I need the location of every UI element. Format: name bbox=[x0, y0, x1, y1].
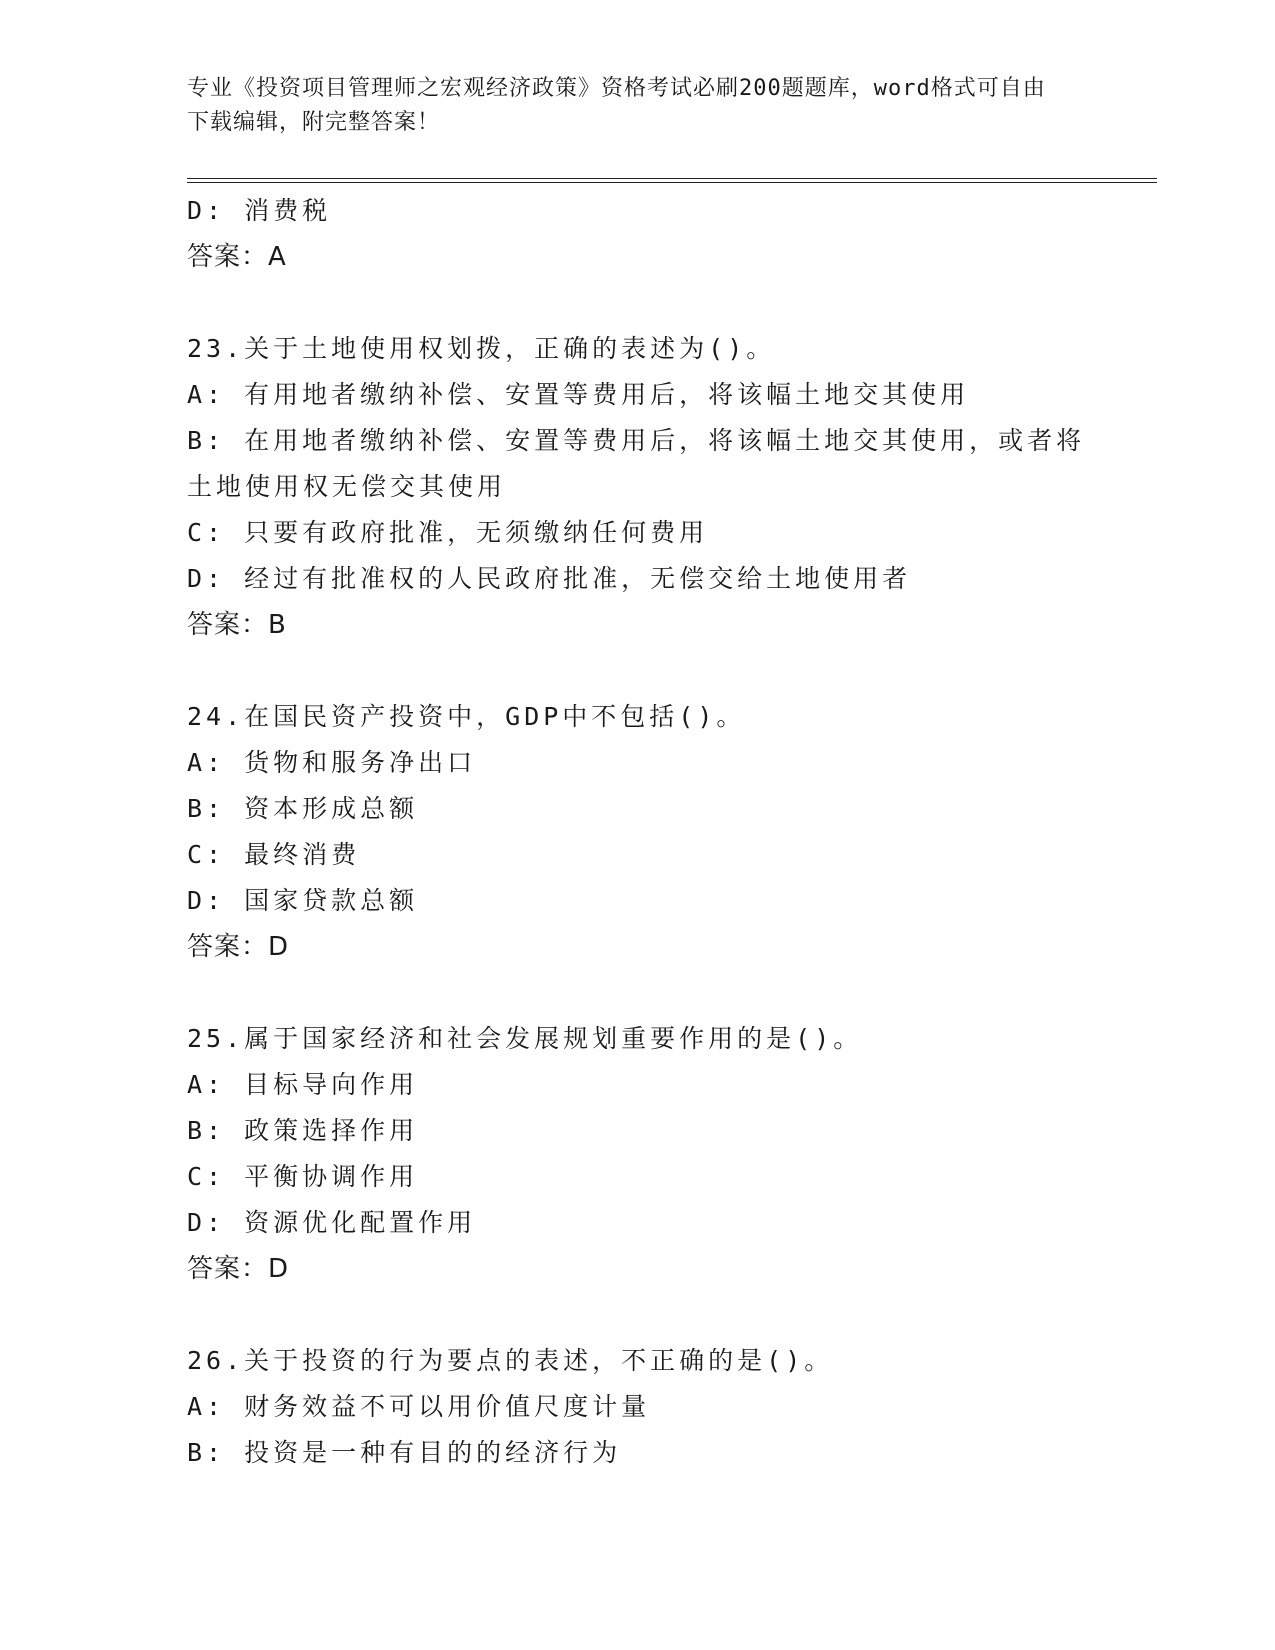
question-23 bbox=[187, 326, 1087, 648]
question-26 bbox=[187, 1338, 1087, 1476]
answer: 答案：D bbox=[187, 932, 290, 962]
prev-answer: 答案：A bbox=[187, 242, 287, 272]
question-stem: 24.在国民资产投资中，GDP中不包括()。 bbox=[187, 702, 746, 731]
header-divider bbox=[187, 178, 1157, 183]
spacer bbox=[187, 280, 1087, 326]
option-c: C: 平衡协调作用 bbox=[187, 1162, 419, 1191]
option-a: A: 目标导向作用 bbox=[187, 1070, 419, 1099]
question-stem: 23.关于土地使用权划拨，正确的表述为()。 bbox=[187, 334, 776, 363]
document-body bbox=[187, 188, 1087, 1476]
option-c: C: 只要有政府批准，无须缴纳任何费用 bbox=[187, 518, 709, 547]
question-stem: 26.关于投资的行为要点的表述，不正确的是()。 bbox=[187, 1346, 834, 1375]
answer: 答案：D bbox=[187, 1254, 290, 1284]
document-title: 专业《投资项目管理师之宏观经济政策》资格考试必刷200题题库，word格式可自由下载编辑，附完整答案！ bbox=[187, 76, 1046, 135]
option-b: B: 投资是一种有目的的经济行为 bbox=[187, 1438, 622, 1467]
option-b: B: 在用地者缴纳补偿、安置等费用后，将该幅土地交其使用，或者将土地使用权无偿交其使用 bbox=[187, 426, 1086, 501]
option-b: B: 资本形成总额 bbox=[187, 794, 419, 823]
option-d: D: 经过有批准权的人民政府批准，无偿交给土地使用者 bbox=[187, 564, 912, 593]
spacer bbox=[187, 970, 1087, 1016]
option-a: A: 财务效益不可以用价值尺度计量 bbox=[187, 1392, 651, 1421]
option-d: D: 国家贷款总额 bbox=[187, 886, 419, 915]
option-a: A: 有用地者缴纳补偿、安置等费用后，将该幅土地交其使用 bbox=[187, 380, 970, 409]
option-b: B: 政策选择作用 bbox=[187, 1116, 419, 1145]
option-a: A: 货物和服务净出口 bbox=[187, 748, 477, 777]
question-stem: 25.属于国家经济和社会发展规划重要作用的是()。 bbox=[187, 1024, 863, 1053]
question-24 bbox=[187, 694, 1087, 970]
option-c: C: 最终消费 bbox=[187, 840, 361, 869]
option-d: D: 资源优化配置作用 bbox=[187, 1208, 477, 1237]
prev-option-d: D: 消费税 bbox=[187, 196, 332, 225]
spacer bbox=[187, 648, 1087, 694]
question-25 bbox=[187, 1016, 1087, 1292]
document-header bbox=[187, 72, 1157, 140]
answer: 答案：B bbox=[187, 610, 287, 640]
spacer bbox=[187, 1292, 1087, 1338]
